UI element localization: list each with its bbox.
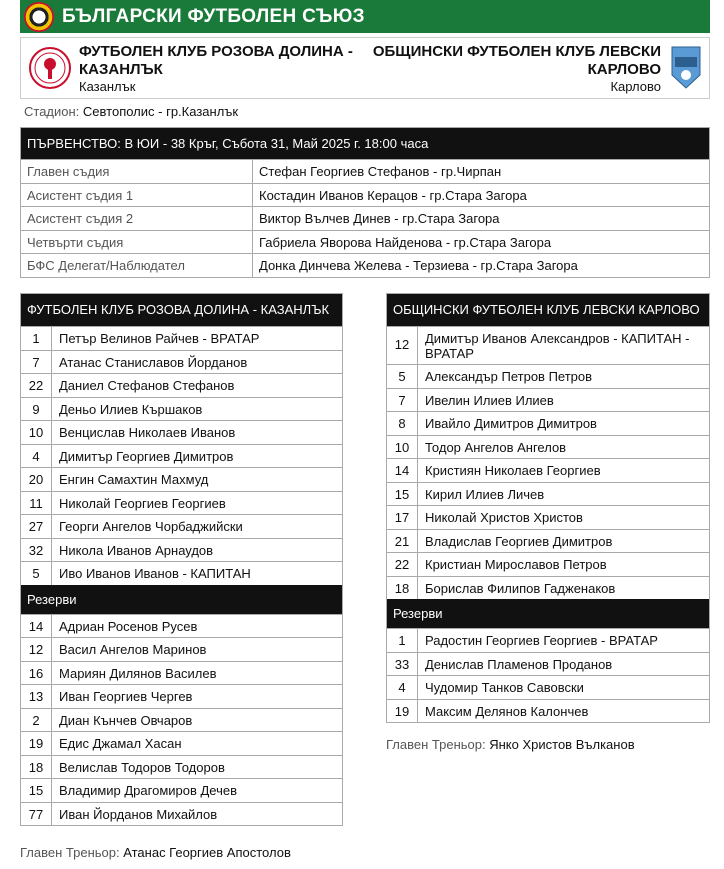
- player-name: Иван Георгиев Чергев: [59, 689, 193, 704]
- player-name: Кристиан Мирославов Петров: [425, 557, 607, 572]
- home-lineup-title: ФУТБОЛЕН КЛУБ РОЗОВА ДОЛИНА - КАЗАНЛЪК: [21, 294, 342, 326]
- official-role: Асистент съдия 2: [21, 207, 253, 230]
- away-coach-label: Главен Треньор:: [386, 737, 486, 752]
- player-number: 21: [387, 530, 418, 553]
- official-name: Донка Динчева Желева - Терзиева - гр.Стара Загора: [259, 258, 578, 273]
- official-name: Стефан Георгиев Стефанов - гр.Чирпан: [259, 164, 502, 179]
- player-name: Ивелин Илиев Илиев: [425, 392, 554, 408]
- player-name: Димитър Георгиев Димитров: [59, 448, 234, 464]
- player-name: Николай Христов Христов: [425, 510, 583, 525]
- player-name: Борислав Филипов Гадженаков: [425, 580, 616, 596]
- stadium-value: Севтополис - гр.Казанлък: [82, 104, 239, 119]
- player-name: Петър Велинов Райчев - ВРАТАР: [59, 331, 260, 346]
- table-row: [21, 491, 342, 515]
- table-row: [21, 538, 342, 562]
- player-name: Кристиян Николаев Георгиев: [425, 463, 601, 478]
- player-name: Ивайло Димитров Димитров: [425, 416, 597, 431]
- player-name: Николай Георгиев Георгиев: [59, 495, 226, 511]
- away-team: [373, 43, 701, 95]
- table-row: [21, 637, 342, 661]
- table-row: [21, 561, 342, 585]
- home-coach-label: Главен Треньор:: [20, 845, 120, 860]
- player-number: 33: [387, 653, 418, 676]
- player-name: Адриан Росенов Русев: [59, 618, 198, 634]
- player-number: 22: [21, 374, 52, 397]
- table-row: [21, 614, 342, 638]
- table-row: [21, 778, 342, 802]
- player-name: Димитър Иванов Александров - КАПИТАН - ВРАТАР: [425, 331, 690, 361]
- away-coach: [386, 737, 635, 752]
- player-name: Мариян Дилянов Василев: [59, 665, 217, 681]
- player-name: Венцислав Николаев Иванов: [59, 425, 236, 440]
- player-number: 10: [387, 436, 418, 459]
- table-row: [21, 684, 342, 708]
- player-name: Васил Ангелов Маринов: [59, 642, 207, 657]
- player-name: Диан Кънчев Овчаров: [59, 712, 193, 728]
- away-lineup-table: [386, 293, 710, 723]
- player-number: 20: [21, 468, 52, 491]
- player-number: 13: [21, 685, 52, 708]
- table-row: [387, 411, 709, 435]
- table-row: [387, 388, 709, 412]
- table-row: [387, 529, 709, 553]
- table-row: [387, 675, 709, 699]
- player-number: 22: [387, 553, 418, 576]
- player-number: 12: [387, 327, 418, 364]
- table-row: [387, 699, 709, 723]
- away-team-city: Карлово: [610, 79, 661, 94]
- player-number: 5: [21, 562, 52, 585]
- player-name: Велислав Тодоров Тодоров: [59, 759, 225, 775]
- official-role: БФС Делегат/Наблюдател: [21, 254, 253, 277]
- player-number: 4: [387, 676, 418, 699]
- header-title: БЪЛГАРСКИ ФУТБОЛЕН СЪЮЗ: [62, 5, 365, 27]
- player-name: Георги Ангелов Чорбаджийски: [59, 519, 243, 534]
- player-name: Владимир Драгомиров Дечев: [59, 783, 238, 798]
- official-role: Главен съдия: [21, 160, 253, 183]
- player-number: 10: [21, 421, 52, 444]
- player-number: 12: [21, 638, 52, 661]
- table-row: [21, 661, 342, 685]
- player-name: Денислав Пламенов Проданов: [425, 656, 613, 672]
- bfs-logo-icon: [24, 2, 54, 32]
- table-row: [21, 731, 342, 755]
- player-number: 17: [387, 506, 418, 529]
- match-info: ПЪРВЕНСТВО: В ЮИ - 38 Кръг, Събота 31, Май 2025 г. 18:00 часа: [21, 128, 709, 159]
- player-number: 32: [21, 539, 52, 562]
- player-number: 14: [387, 459, 418, 482]
- table-row: [21, 514, 342, 538]
- player-number: 9: [21, 398, 52, 421]
- official-name: Виктор Вълчев Динев - гр.Стара Загора: [259, 211, 500, 226]
- player-name: Едис Джамал Хасан: [59, 736, 182, 751]
- player-name: Максим Делянов Калончев: [425, 703, 589, 719]
- away-team-logo-icon: [671, 45, 701, 89]
- official-row: [21, 253, 709, 277]
- away-team-name-line1: ОБЩИНСКИ ФУТБОЛЕН КЛУБ ЛЕВСКИ: [372, 43, 661, 60]
- teams-panel: [20, 37, 710, 99]
- official-role: Четвърти съдия: [21, 231, 253, 254]
- player-name: Иван Йорданов Михайлов: [59, 806, 218, 822]
- stadium-label: Стадион:: [24, 104, 80, 119]
- table-row: [387, 482, 709, 506]
- player-number: 7: [21, 351, 52, 374]
- table-row: [387, 652, 709, 676]
- player-name: Тодор Ангелов Ангелов: [425, 439, 567, 455]
- player-number: 14: [21, 615, 52, 638]
- home-coach-name: Атанас Георгиев Апостолов: [123, 845, 291, 860]
- official-row: [21, 230, 709, 254]
- player-name: Никола Иванов Арнаудов: [59, 542, 214, 558]
- table-row: [387, 552, 709, 576]
- home-team-logo-icon: [29, 47, 71, 89]
- table-row: [387, 326, 709, 364]
- player-number: 19: [21, 732, 52, 755]
- player-name: Владислав Георгиев Димитров: [425, 533, 613, 549]
- table-row: [21, 397, 342, 421]
- table-row: [387, 435, 709, 459]
- player-number: 8: [387, 412, 418, 435]
- player-name: Деньо Илиев Кършаков: [59, 401, 203, 417]
- player-number: 1: [387, 629, 418, 652]
- table-row: [21, 350, 342, 374]
- table-row: [21, 467, 342, 491]
- away-coach-name: Янко Христов Вълканов: [489, 737, 635, 752]
- player-number: 5: [387, 365, 418, 388]
- table-row: [387, 576, 709, 600]
- home-lineup-table: [20, 293, 343, 826]
- player-name: Радостин Георгиев Георгиев - ВРАТАР: [425, 633, 658, 648]
- table-row: [387, 505, 709, 529]
- official-name: Костадин Иванов Керацов - гр.Стара Загора: [259, 187, 527, 203]
- player-number: 18: [387, 577, 418, 600]
- official-role: Асистент съдия 1: [21, 184, 253, 207]
- player-number: 19: [387, 700, 418, 723]
- player-number: 11: [21, 492, 52, 515]
- home-team-name: ФУТБОЛЕН КЛУБ РОЗОВА ДОЛИНА - КАЗАНЛЪК: [79, 43, 353, 78]
- table-row: [21, 373, 342, 397]
- player-number: 1: [21, 327, 52, 350]
- player-number: 2: [21, 709, 52, 732]
- player-name: Даниел Стефанов Стефанов: [59, 378, 235, 393]
- player-number: 77: [21, 803, 52, 826]
- table-row: [21, 420, 342, 444]
- table-row: [21, 802, 342, 826]
- away-lineup-title: ОБЩИНСКИ ФУТБОЛЕН КЛУБ ЛЕВСКИ КАРЛОВО: [387, 294, 709, 326]
- header-bar: [20, 0, 710, 33]
- table-row: [387, 628, 709, 652]
- table-row: [21, 708, 342, 732]
- player-name: Енгин Самахтин Махмуд: [59, 472, 209, 487]
- official-row: [21, 206, 709, 230]
- away-subs-title: Резерви: [387, 599, 709, 628]
- official-name: Габриела Яворова Найденова - гр.Стара Загора: [259, 234, 552, 250]
- away-team-name-line2: КАРЛОВО: [587, 61, 661, 78]
- player-name: Иво Иванов Иванов - КАПИТАН: [59, 566, 251, 581]
- table-row: [21, 326, 342, 350]
- officials-table: [20, 127, 710, 278]
- player-number: 15: [387, 483, 418, 506]
- player-name: Александър Петров Петров: [425, 369, 593, 384]
- home-team: [29, 43, 359, 95]
- player-number: 18: [21, 756, 52, 779]
- player-number: 27: [21, 515, 52, 538]
- table-row: [387, 458, 709, 482]
- stadium-line: [24, 104, 238, 119]
- official-row: [21, 159, 709, 183]
- home-team-city: Казанлък: [79, 79, 136, 94]
- player-number: 16: [21, 662, 52, 685]
- player-name: Чудомир Танков Савовски: [425, 680, 584, 695]
- player-number: 7: [387, 389, 418, 412]
- table-row: [21, 755, 342, 779]
- player-name: Кирил Илиев Личев: [425, 486, 545, 502]
- home-subs-title: Резерви: [21, 585, 342, 614]
- table-row: [21, 444, 342, 468]
- player-number: 4: [21, 445, 52, 468]
- player-number: 15: [21, 779, 52, 802]
- official-row: [21, 183, 709, 207]
- table-row: [387, 364, 709, 388]
- player-name: Атанас Станиславов Йорданов: [59, 354, 248, 370]
- home-coach: [20, 845, 291, 860]
